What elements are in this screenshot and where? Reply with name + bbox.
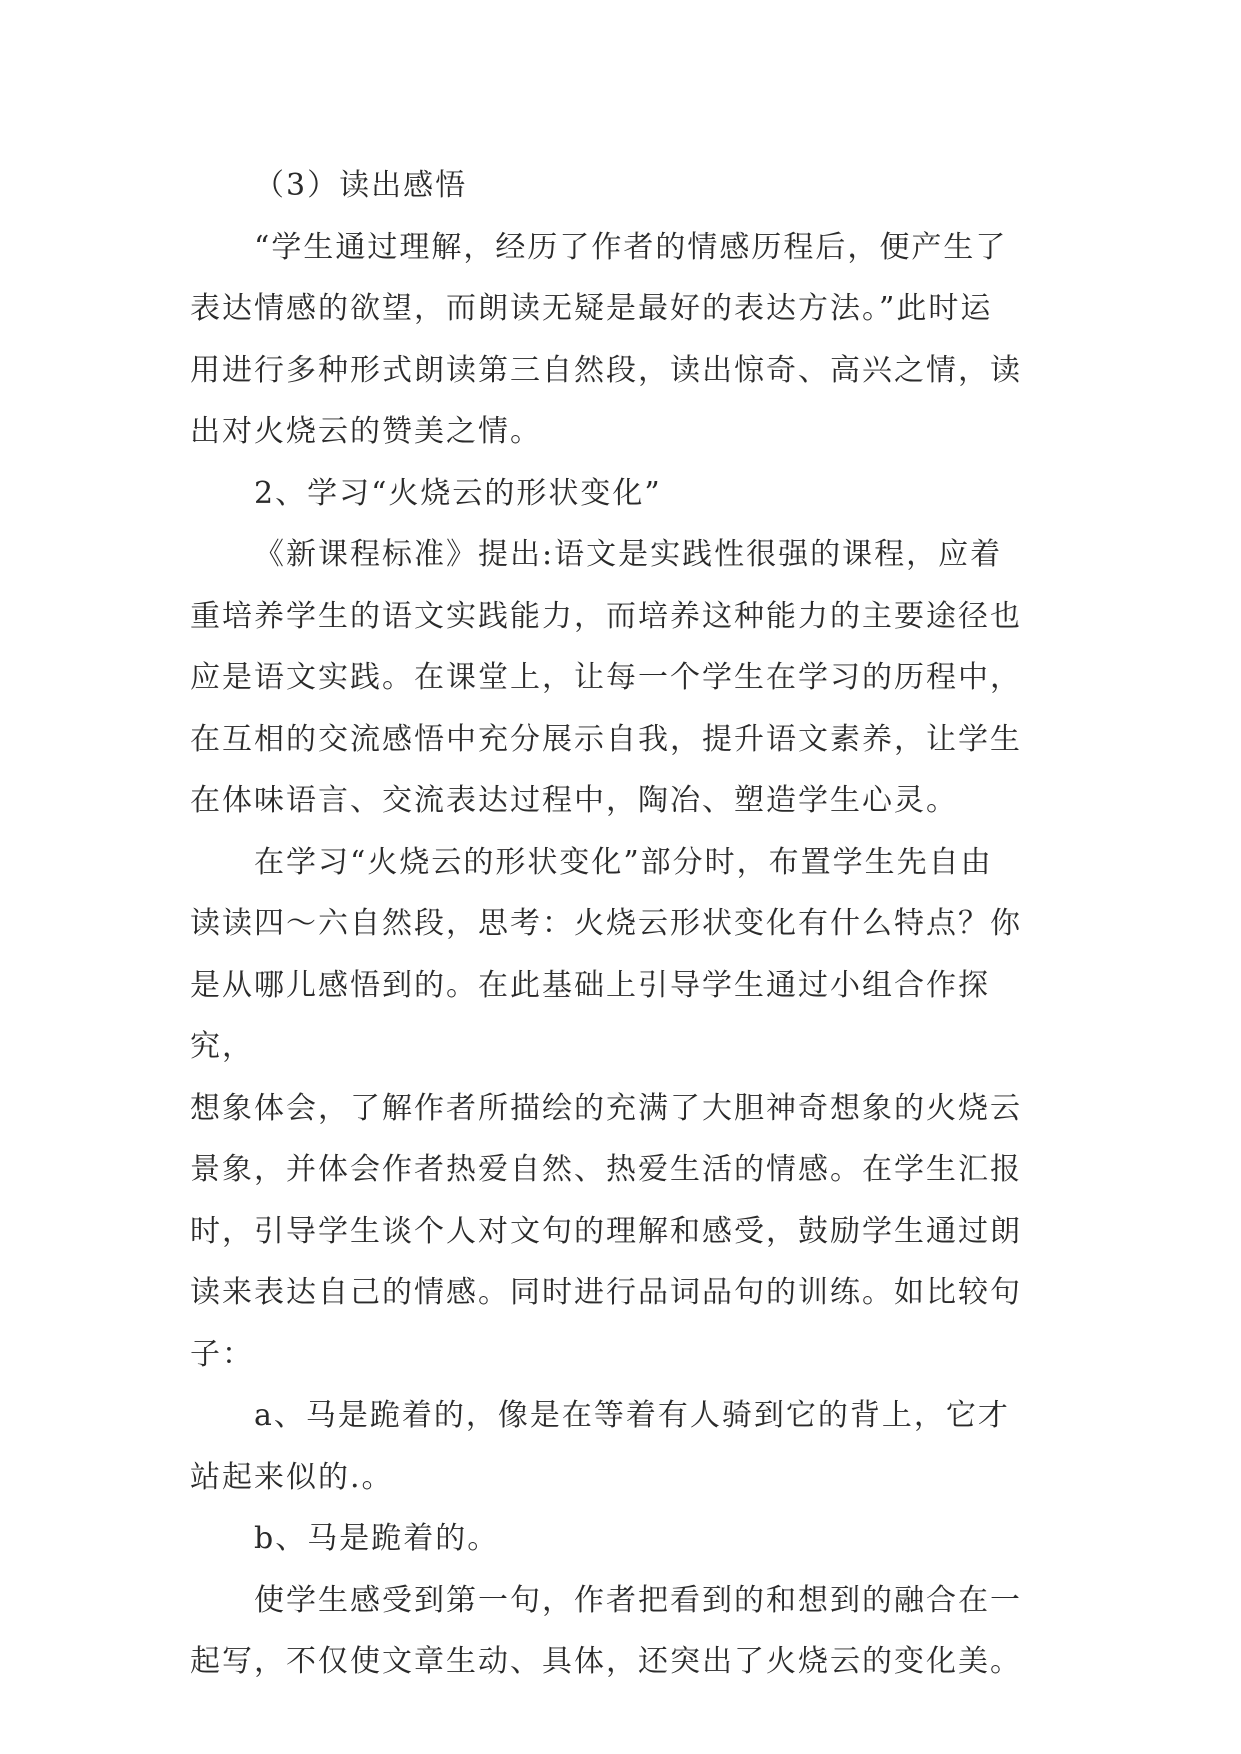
heading-read-insight: （3）读出感悟 <box>254 168 468 203</box>
heading-shape-change: 2、学习“火烧云的形状变化” <box>254 475 662 511</box>
example-sentence-a: a、马是跪着的，像是在等着有人骑到它的背上，它才 站起来似的.。 <box>190 1398 1010 1495</box>
document-body <box>190 155 1050 1693</box>
paragraph-conclusion: 使学生感受到第一句，作者把看到的和想到的融合在一 起写，不仅使文章生动、具体，还突出了火烧云的变化美。 <box>190 1582 1022 1679</box>
paragraph-emotion-reading: “学生通过理解，经历了作者的情感历程后，便产生了 表达情感的欲望，而朗读无疑是最好的表达方法。”此时运 用进行多种形式朗读第三自然段，读出惊奇、高兴之情，读 出对火烧云的赞美之情。 <box>190 229 1022 449</box>
example-sentence-b: b、马是跪着的。 <box>254 1521 500 1556</box>
paragraph-learning-process: 在学习“火烧云的形状变化”部分时，布置学生先自由 读读四～六自然段，思考：火烧云形状变化有什么特点？你 是从哪儿感悟到的。在此基础上引导学生通过小组合作探究， 想象体会，了解作者所描绘的充满了大胆神奇想象的火烧云 景象，并体会作者热爱自然、热爱生活的情感。在学生汇报 时，引导学生谈个人对文句的理解和感受，鼓励学生通过朗 读来表达自己的情感。同时进行品词品句的训练。如比较句 子： <box>190 844 1022 1372</box>
paragraph-curriculum-standard: 《新课程标准》提出:语文是实践性很强的课程，应着 重培养学生的语文实践能力，而培养这种能力的主要途径也 应是语文实践。在课堂上，让每一个学生在学习的历程中， 在互相的交流感悟中充分展示自我，提升语文素养，让学生 在体味语言、交流表达过程中，陶冶、塑造学生心灵。 <box>190 537 1022 818</box>
